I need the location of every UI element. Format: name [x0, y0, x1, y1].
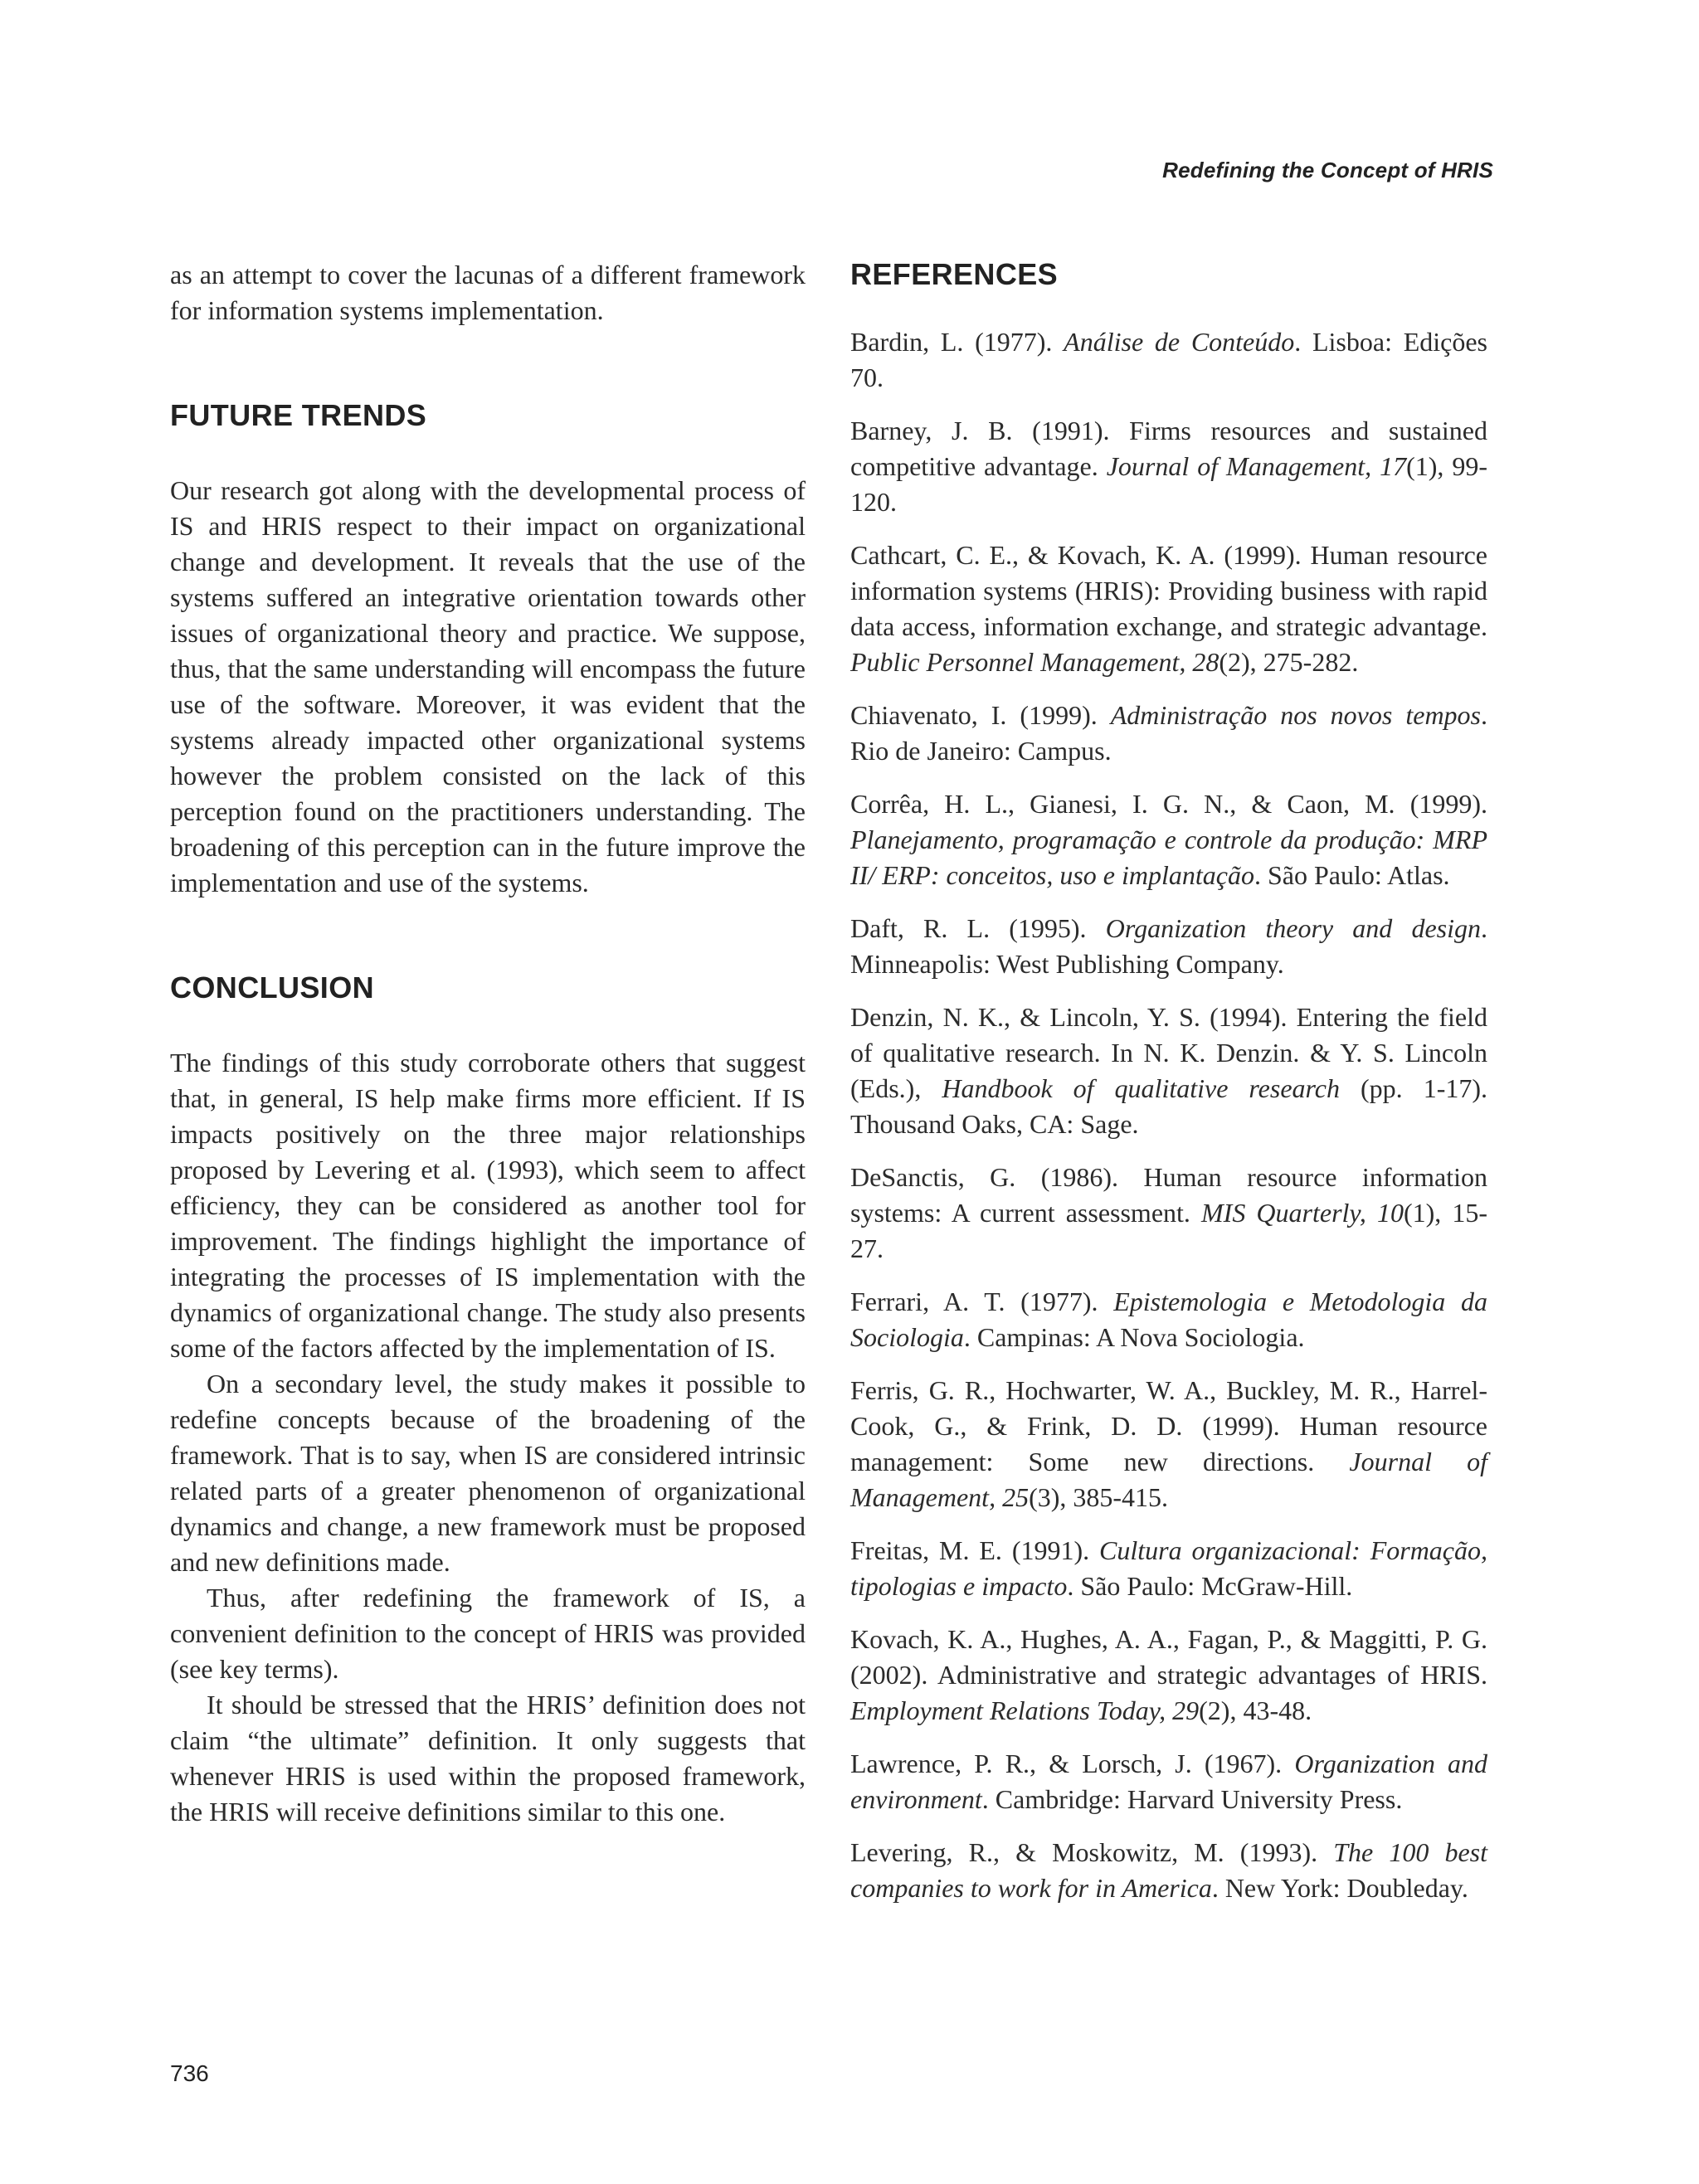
page-number: 736	[170, 2060, 209, 2086]
reference-item: Ferris, G. R., Hochwarter, W. A., Buckley, M. R., Harrel-Cook, G., & Frink, D. D. (1999). Human resource management: Some new directions. Journal of Management, 25(3), 385-415.	[850, 1375, 1488, 1512]
conclusion-heading: CONCLUSION	[170, 970, 374, 1004]
right-column	[850, 257, 1487, 1924]
running-head: Redefining the Concept of HRIS	[1162, 158, 1493, 182]
reference-item: Barney, J. B. (1991). Firms resources and sustained competitive advantage. Journal of Management, 17(1), 99-120.	[850, 416, 1488, 517]
conclusion-paragraph: It should be stressed that the HRIS’ definition does not claim “the ultimate” definition. It only suggests that whenever HRIS is used within the proposed framework, the HRIS will receive definitions similar to this one.	[170, 1690, 806, 1826]
reference-item: Freitas, M. E. (1991). Cultura organizacional: Formação, tipologias e impacto. São Paulo: McGraw-Hill.	[850, 1535, 1488, 1601]
left-column	[170, 257, 806, 1830]
reference-item: Lawrence, P. R., & Lorsch, J. (1967). Organization and environment. Cambridge: Harvard University Press.	[850, 1749, 1488, 1814]
reference-item: Corrêa, H. L., Gianesi, I. G. N., & Caon, M. (1999). Planejamento, programação e controle da produção: MRP II/ ERP: conceitos, uso e implantação. São Paulo: Atlas.	[850, 789, 1487, 890]
reference-item: Bardin, L. (1977). Análise de Conteúdo. Lisboa: Edições 70.	[850, 327, 1487, 392]
reference-item: Kovach, K. A., Hughes, A. A., Fagan, P., & Maggitti, P. G. (2002). Administrative and strategic advantages of HRIS. Employment Relations Today, 29(2), 43-48.	[850, 1624, 1487, 1725]
reference-item: Levering, R., & Moskowitz, M. (1993). The 100 best companies to work for in America. New York: Doubleday.	[850, 1837, 1488, 1903]
conclusion-paragraph: Thus, after redefining the framework of IS, a convenient definition to the concept of HRIS was provided (see key terms).	[170, 1583, 806, 1684]
reference-item: Denzin, N. K., & Lincoln, Y. S. (1994). Entering the field of qualitative research. In N. K. Denzin. & Y. S. Lincoln (Eds.), Handbook of qualitative research (pp. 1-17). Thousand Oaks, CA: Sage.	[850, 1002, 1488, 1139]
reference-item: Daft, R. L. (1995). Organization theory and design. Minneapolis: West Publishing Company.	[850, 913, 1488, 979]
future-trends-heading: FUTURE TRENDS	[170, 398, 427, 432]
intro-paragraph: as an attempt to cover the lacunas of a different framework for information systems implementation.	[170, 260, 806, 325]
future-trends-paragraph: Our research got along with the developmental process of IS and HRIS respect to their impact on organizational change and development. It reveals that the use of the systems suffered an integrative orientation towards other issues of organizational theory and practice. We suppose, thus, that the same understanding will encompass the future use of the software. Moreover, it was evident that the systems already impacted other organizational systems however the problem consisted on the lack of this perception found on the practitioners understanding. The broadening of this perception can in the future improve the implementation and use of the systems.	[170, 475, 806, 897]
conclusion-paragraph: The findings of this study corroborate others that suggest that, in general, IS help make firms more efficient. If IS impacts positively on the three major relationships proposed by Levering et al. (1993), which seem to affect efficiency, they can be considered as another tool for improvement. The findings highlight the importance of integrating the processes of IS implementation with the dynamics of organizational change. The study also presents some of the factors affected by the implementation of IS.	[170, 1048, 806, 1363]
reference-item: Cathcart, C. E., & Kovach, K. A. (1999). Human resource information systems (HRIS): Providing business with rapid data access, information exchange, and strategic advantage. Public Personnel Management, 28(2), 275-282.	[850, 540, 1487, 677]
reference-item: Ferrari, A. T. (1977). Epistemologia e Metodologia da Sociologia. Campinas: A Nova Sociologia.	[850, 1287, 1488, 1352]
reference-list	[850, 324, 1487, 1906]
references-heading: REFERENCES	[850, 257, 1059, 291]
reference-item: DeSanctis, G. (1986). Human resource information systems: A current assessment. MIS Quarterly, 10(1), 15-27.	[850, 1162, 1487, 1263]
conclusion-paragraph: On a secondary level, the study makes it possible to redefine concepts because of the broadening of the framework. That is to say, when IS are considered intrinsic related parts of a greater phenomenon of organizational dynamics and change, a new framework must be proposed and new definitions made.	[170, 1369, 806, 1577]
reference-item: Chiavenato, I. (1999). Administração nos novos tempos. Rio de Janeiro: Campus.	[850, 700, 1487, 766]
